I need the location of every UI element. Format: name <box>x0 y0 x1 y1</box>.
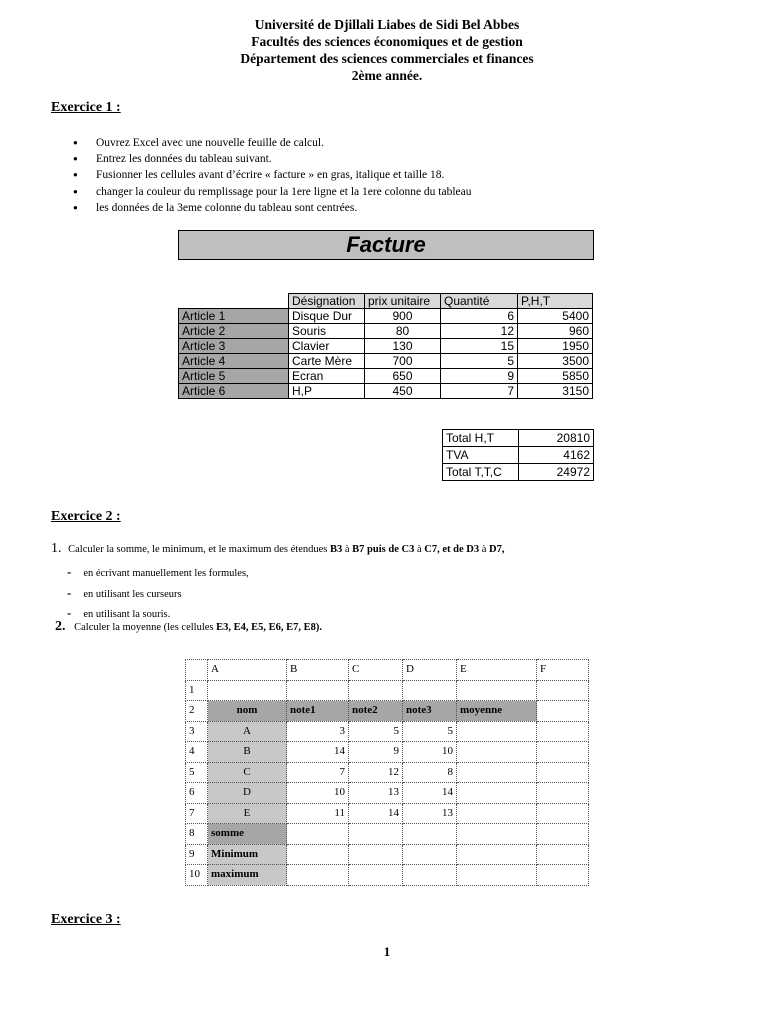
row-number: 6 <box>186 783 208 804</box>
table-cell: 13 <box>403 803 457 824</box>
table-cell: 5850 <box>518 369 593 384</box>
exercise3-title: Exercice 3 : <box>51 912 121 927</box>
table-cell <box>537 865 589 886</box>
question-text: Calculer la somme, le minimum, et le maximum des étendues <box>68 544 330 555</box>
table-cell: 9 <box>441 369 518 384</box>
table-cell: C <box>208 762 287 783</box>
table-cell: 1950 <box>518 339 593 354</box>
table-row <box>179 324 593 339</box>
table-cell <box>457 865 537 886</box>
table-cell: H,P <box>289 384 365 399</box>
table-cell <box>349 865 403 886</box>
table-cell: nom <box>208 701 287 722</box>
table-cell <box>287 824 349 845</box>
table-cell: 14 <box>287 742 349 763</box>
question-1 <box>51 541 504 557</box>
table-cell <box>349 680 403 701</box>
column-header-row <box>186 660 589 681</box>
table-cell: B <box>208 742 287 763</box>
table-cell: 14 <box>349 803 403 824</box>
instruction-item: ● Entrez les données du tableau suivant. <box>73 151 472 167</box>
table-cell: Article 6 <box>179 384 289 399</box>
table-cell: Clavier <box>289 339 365 354</box>
table-cell: 3500 <box>518 354 593 369</box>
row-number: 1 <box>186 680 208 701</box>
table-cell <box>457 742 537 763</box>
table-cell: maximum <box>208 865 287 886</box>
table-cell: Total T,T,C <box>443 464 519 481</box>
column-header: B <box>287 660 349 681</box>
list-item: - en utilisant les curseurs <box>67 584 182 600</box>
table-cell: E <box>208 803 287 824</box>
table-row <box>443 464 594 481</box>
cell-ref: C7, et de D3 <box>424 544 480 555</box>
table-cell: 4162 <box>519 447 594 464</box>
table-cell <box>403 824 457 845</box>
table-header: Désignation <box>289 294 365 309</box>
cell-ref: E3, E4, E5, E6, E7, E8). <box>216 622 323 633</box>
table-cell <box>349 844 403 865</box>
question-text: Calculer la moyenne (les cellules <box>74 622 217 633</box>
table-cell <box>208 680 287 701</box>
cell-ref: B3 <box>329 544 343 555</box>
table-cell: Carte Mère <box>289 354 365 369</box>
question-number: 1. <box>51 541 62 556</box>
table-cell <box>287 680 349 701</box>
table-cell <box>403 844 457 865</box>
table-cell <box>186 660 208 681</box>
table-cell <box>457 824 537 845</box>
table-cell: 130 <box>365 339 441 354</box>
table-cell: 10 <box>287 783 349 804</box>
invoice-table <box>178 293 593 399</box>
table-cell <box>537 742 589 763</box>
question-number: 2. <box>55 619 66 634</box>
table-cell: TVA <box>443 447 519 464</box>
page-number: 1 <box>383 944 391 959</box>
list-item: - en écrivant manuellement les formules, <box>67 564 249 579</box>
table-cell: somme <box>208 824 287 845</box>
table-cell: 3 <box>287 721 349 742</box>
table-row <box>186 742 589 763</box>
header-university: Université de Djillali Liabes de Sidi Bel Abbes <box>254 17 520 32</box>
row-number: 2 <box>186 701 208 722</box>
table-header: prix unitaire <box>365 294 441 309</box>
table-cell: D <box>208 783 287 804</box>
table-cell: Article 2 <box>179 324 289 339</box>
table-cell: Article 3 <box>179 339 289 354</box>
table-cell <box>403 865 457 886</box>
table-cell: 960 <box>518 324 593 339</box>
table-cell <box>457 783 537 804</box>
question-text: à <box>342 544 353 555</box>
table-row <box>186 762 589 783</box>
table-cell: 15 <box>441 339 518 354</box>
table-cell <box>403 680 457 701</box>
table-cell <box>287 844 349 865</box>
table-cell: 5 <box>403 721 457 742</box>
row-number: 8 <box>186 824 208 845</box>
instruction-item: ● Ouvrez Excel avec une nouvelle feuille de calcul. <box>73 135 472 151</box>
table-cell: 8 <box>403 762 457 783</box>
table-cell: 20810 <box>519 430 594 447</box>
table-cell <box>287 865 349 886</box>
table-cell: note1 <box>287 701 349 722</box>
table-cell <box>537 721 589 742</box>
header-year: 2ème année. <box>351 68 423 83</box>
row-number: 9 <box>186 844 208 865</box>
table-cell <box>537 762 589 783</box>
table-cell: 12 <box>441 324 518 339</box>
table-cell: 5400 <box>518 309 593 324</box>
table-cell: 3150 <box>518 384 593 399</box>
table-cell: 10 <box>403 742 457 763</box>
table-cell <box>537 824 589 845</box>
table-cell: 5 <box>441 354 518 369</box>
question-text: à <box>414 544 425 555</box>
table-cell: Souris <box>289 324 365 339</box>
table-cell: 900 <box>365 309 441 324</box>
table-row <box>186 783 589 804</box>
table-cell: 6 <box>441 309 518 324</box>
table-row <box>179 384 593 399</box>
table-cell: 13 <box>349 783 403 804</box>
cell-ref: D7, <box>489 544 505 555</box>
table-cell <box>457 844 537 865</box>
list-item: - en utilisant la souris. <box>67 605 171 620</box>
table-cell: 700 <box>365 354 441 369</box>
column-header: E <box>457 660 537 681</box>
row-number: 4 <box>186 742 208 763</box>
row-number: 3 <box>186 721 208 742</box>
table-cell: 5 <box>349 721 403 742</box>
row-number: 7 <box>186 803 208 824</box>
table-cell: 12 <box>349 762 403 783</box>
facture-title: Facture <box>178 230 594 260</box>
exercise2-title: Exercice 2 : <box>51 509 121 524</box>
column-header: C <box>349 660 403 681</box>
question-text: à <box>479 544 489 555</box>
instruction-item: ● Fusionner les cellules avant d’écrire « facture » en gras, italique et taille 18. <box>73 167 472 183</box>
table-header: Quantité <box>441 294 518 309</box>
table-cell: moyenne <box>457 701 537 722</box>
table-cell <box>457 762 537 783</box>
table-cell: 24972 <box>519 464 594 481</box>
table-cell <box>179 294 289 309</box>
table-cell: 80 <box>365 324 441 339</box>
table-row <box>186 803 589 824</box>
exercise1-instructions <box>73 135 472 216</box>
table-cell: 450 <box>365 384 441 399</box>
table-cell: Disque Dur <box>289 309 365 324</box>
table-cell: Total H,T <box>443 430 519 447</box>
table-cell: 7 <box>441 384 518 399</box>
table-row <box>443 447 594 464</box>
table-cell: Minimum <box>208 844 287 865</box>
table-cell: 650 <box>365 369 441 384</box>
instruction-item: ● changer la couleur du remplissage pour la 1ere ligne et la 1ere colonne du tableau <box>73 184 472 200</box>
table-header: P,H,T <box>518 294 593 309</box>
column-header: F <box>537 660 589 681</box>
table-row <box>186 844 589 865</box>
table-cell <box>537 701 589 722</box>
table-row <box>443 430 594 447</box>
table-row <box>179 294 593 309</box>
column-header: A <box>208 660 287 681</box>
table-row <box>186 865 589 886</box>
table-row <box>186 701 589 722</box>
instruction-item: ● les données de la 3eme colonne du tableau sont centrées. <box>73 200 472 216</box>
table-cell <box>537 844 589 865</box>
question-2 <box>55 619 322 635</box>
table-cell <box>537 680 589 701</box>
table-row <box>186 721 589 742</box>
table-cell: 14 <box>403 783 457 804</box>
header-faculty: Facultés des sciences économiques et de gestion <box>251 34 523 49</box>
table-cell <box>537 783 589 804</box>
table-cell <box>349 824 403 845</box>
cell-ref: B7 puis de C3 <box>352 544 415 555</box>
table-cell: Ecran <box>289 369 365 384</box>
totals-table <box>442 429 594 481</box>
row-number: 10 <box>186 865 208 886</box>
table-cell: 11 <box>287 803 349 824</box>
table-cell: Article 4 <box>179 354 289 369</box>
table-cell <box>457 680 537 701</box>
row-number: 5 <box>186 762 208 783</box>
table-cell: Article 5 <box>179 369 289 384</box>
table-row <box>179 354 593 369</box>
table-cell: note3 <box>403 701 457 722</box>
table-row <box>186 824 589 845</box>
table-row <box>179 309 593 324</box>
table-cell: A <box>208 721 287 742</box>
table-cell: 7 <box>287 762 349 783</box>
column-header: D <box>403 660 457 681</box>
spreadsheet-grid <box>185 659 589 886</box>
header-department: Département des sciences commerciales et finances <box>240 51 534 66</box>
table-cell: 9 <box>349 742 403 763</box>
table-cell: note2 <box>349 701 403 722</box>
table-cell: Article 1 <box>179 309 289 324</box>
table-cell <box>457 721 537 742</box>
question-1-methods <box>67 563 249 625</box>
table-row <box>179 339 593 354</box>
table-cell <box>457 803 537 824</box>
table-cell <box>537 803 589 824</box>
table-row <box>179 369 593 384</box>
table-row <box>186 680 589 701</box>
exercise1-title: Exercice 1 : <box>51 100 121 115</box>
